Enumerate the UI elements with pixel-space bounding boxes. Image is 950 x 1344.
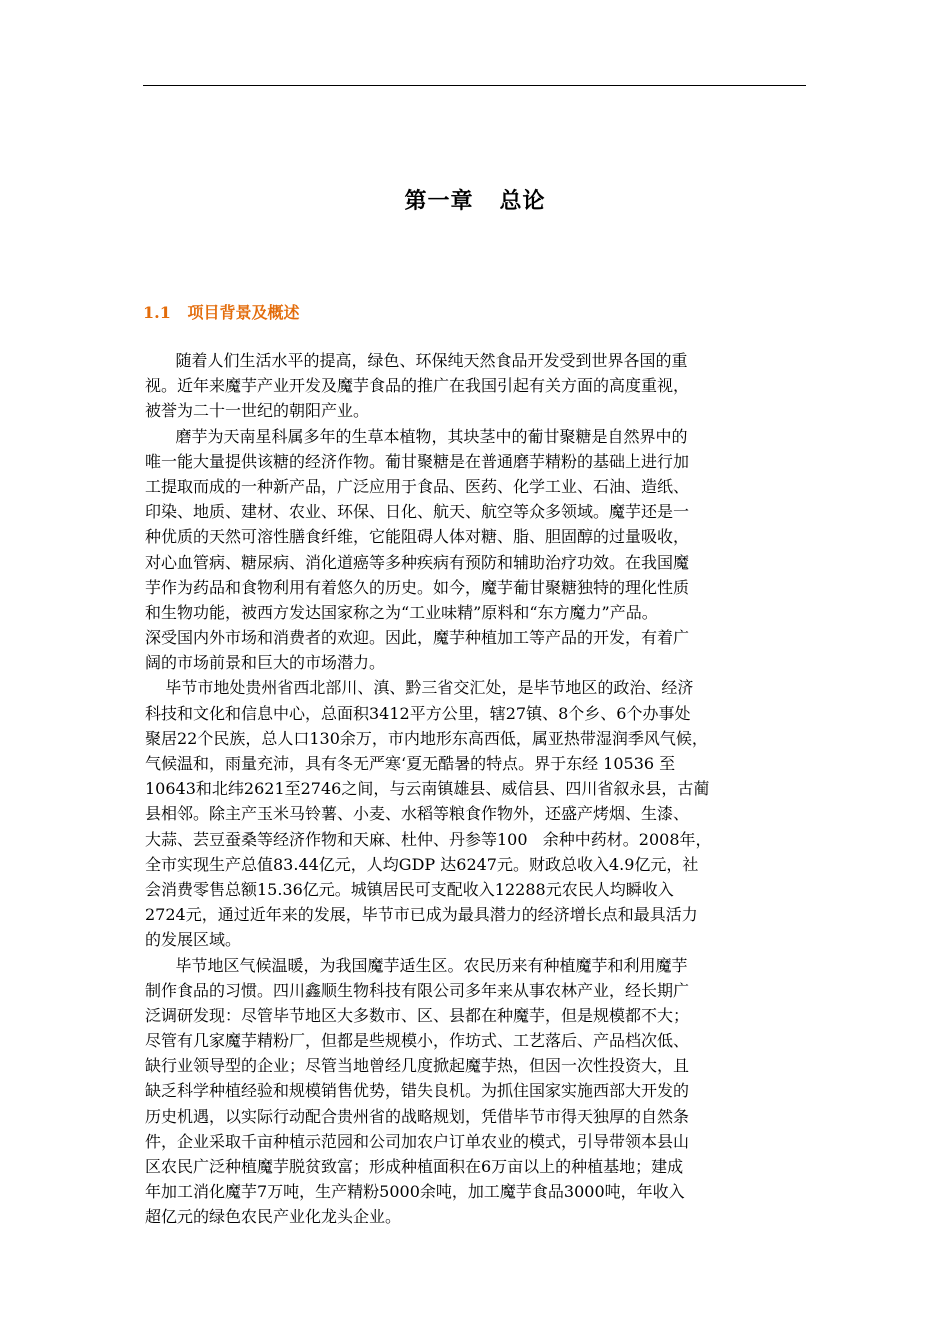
text-line: 聚居22个民族，总人口130余万，市内地形东高西低，属亚热带湿润季风气候，	[145, 728, 708, 748]
header-rule	[143, 85, 806, 86]
text-line: 工提取而成的一种新产品，广泛应用于食品、医药、化学工业、石油、造纸、	[145, 476, 690, 496]
text-line: 制作食品的习惯。四川鑫顺生物科技有限公司多年来从事农林产业，经长期广	[145, 980, 690, 1000]
text-line: 尽管有几家魔芋精粉厂，但都是些规模小，作坊式、工艺落后、产品档次低、	[145, 1031, 690, 1051]
text-line: 毕节市地处贵州省西北部川、滇、黔三省交汇处，是毕节地区的政治、经济	[145, 678, 694, 698]
text-line: 种优质的天然可溶性膳食纤维，它能阻碍人体对糖、脂、胆固醇的过量吸收，	[145, 527, 690, 547]
body-text	[145, 348, 815, 1230]
text-line: 和生物功能，被西方发达国家称之为“工业味精”原料和“东方魔力”产品。	[145, 602, 658, 622]
text-line: 芋作为药品和食物利用有着悠久的历史。如今，魔芋葡甘聚糖独特的理化性质	[145, 577, 690, 597]
text-line: 缺乏科学种植经验和规模销售优势，错失良机。为抓住国家实施西部大开发的	[145, 1081, 690, 1101]
text-line: 毕节地区气候温暖，为我国魔芋适生区。农民历来有种植魔芋和利用魔芋	[145, 955, 688, 975]
text-line: 磨芋为天南星科属多年的生草本植物，其块茎中的葡甘聚糖是自然界中的	[145, 426, 688, 446]
text-line: 件，企业采取千亩种植示范园和公司加农户订单农业的模式，引导带领本县山	[145, 1131, 690, 1151]
text-line: 深受国内外市场和消费者的欢迎。因此，魔芋种植加工等产品的开发，有着广	[145, 628, 690, 648]
text-line: 唯一能大量提供该糖的经济作物。葡甘聚糖是在普通磨芋精粉的基础上进行加	[145, 451, 690, 471]
text-line: 会消费零售总额15.36亿元。城镇居民可支配收入12288元农民人均瞬收入	[145, 879, 674, 899]
text-line: 10643和北纬2621至2746之间，与云南镇雄县、威信县、四川省叙永县，古蔺	[145, 779, 710, 799]
text-line: 缺行业领导型的企业；尽管当地曾经几度掀起魔芋热，但因一次性投资大，且	[145, 1056, 690, 1076]
chapter-title: 第一章 总论	[404, 188, 546, 214]
text-line: 年加工消化魔芋7万吨，生产精粉5000余吨，加工魔芋食品3000吨，年收入	[145, 1182, 685, 1202]
text-line: 2724元，通过近年来的发展，毕节市已成为最具潜力的经济增长点和最具活力	[145, 905, 698, 925]
text-line: 超亿元的绿色农民产业化龙头企业。	[145, 1207, 402, 1227]
text-line: 历史机遇，以实际行动配合贵州省的战略规划，凭借毕节市得天独厚的自然条	[145, 1106, 690, 1126]
section-heading: 1.1 项目背景及概述	[143, 303, 300, 322]
text-line: 对心血管病、糖尿病、消化道癌等多种疾病有预防和辅助治疗功效。在我国魔	[145, 552, 690, 572]
text-line: 印染、地质、建材、农业、环保、日化、航天、航空等众多领域。魔芋还是一	[145, 502, 690, 522]
text-line: 阔的市场前景和巨大的市场潜力。	[145, 653, 386, 673]
text-line: 视。近年来魔芋产业开发及魔芋食品的推广在我国引起有关方面的高度重视，	[145, 376, 690, 396]
text-line: 泛调研发现：尽管毕节地区大多数市、区、县都在种魔芋，但是规模都不大；	[145, 1005, 690, 1025]
text-line: 县相邻。除主产玉米马铃薯、小麦、水稻等粮食作物外，还盛产烤烟、生漆、	[145, 804, 690, 824]
text-line: 随着人们生活水平的提高，绿色、环保纯天然食品开发受到世界各国的重	[145, 351, 688, 370]
text-line: 区农民广泛种植魔芋脱贫致富；形成种植面积在6万亩以上的种植基地；建成	[145, 1157, 684, 1176]
text-line: 科技和文化和信息中心，总面积3412平方公里，辖27镇、8个乡、6个办事处	[145, 703, 691, 723]
text-line: 大蒜、芸豆蚕桑等经济作物和天麻、杜仲、丹参等100 余种中药材。2008年，	[145, 829, 712, 849]
text-line: 被誉为二十一世纪的朝阳产业。	[145, 401, 370, 421]
text-line: 全市实现生产总值83.44亿元，人均GDP 达6247元。财政总收入4.9亿元，社	[145, 854, 699, 874]
text-line: 气候温和，雨量充沛，具有冬无严寒‘夏无酷暑的特点。界于东经 10536 至	[145, 754, 676, 773]
text-line: 的发展区域。	[145, 930, 242, 950]
